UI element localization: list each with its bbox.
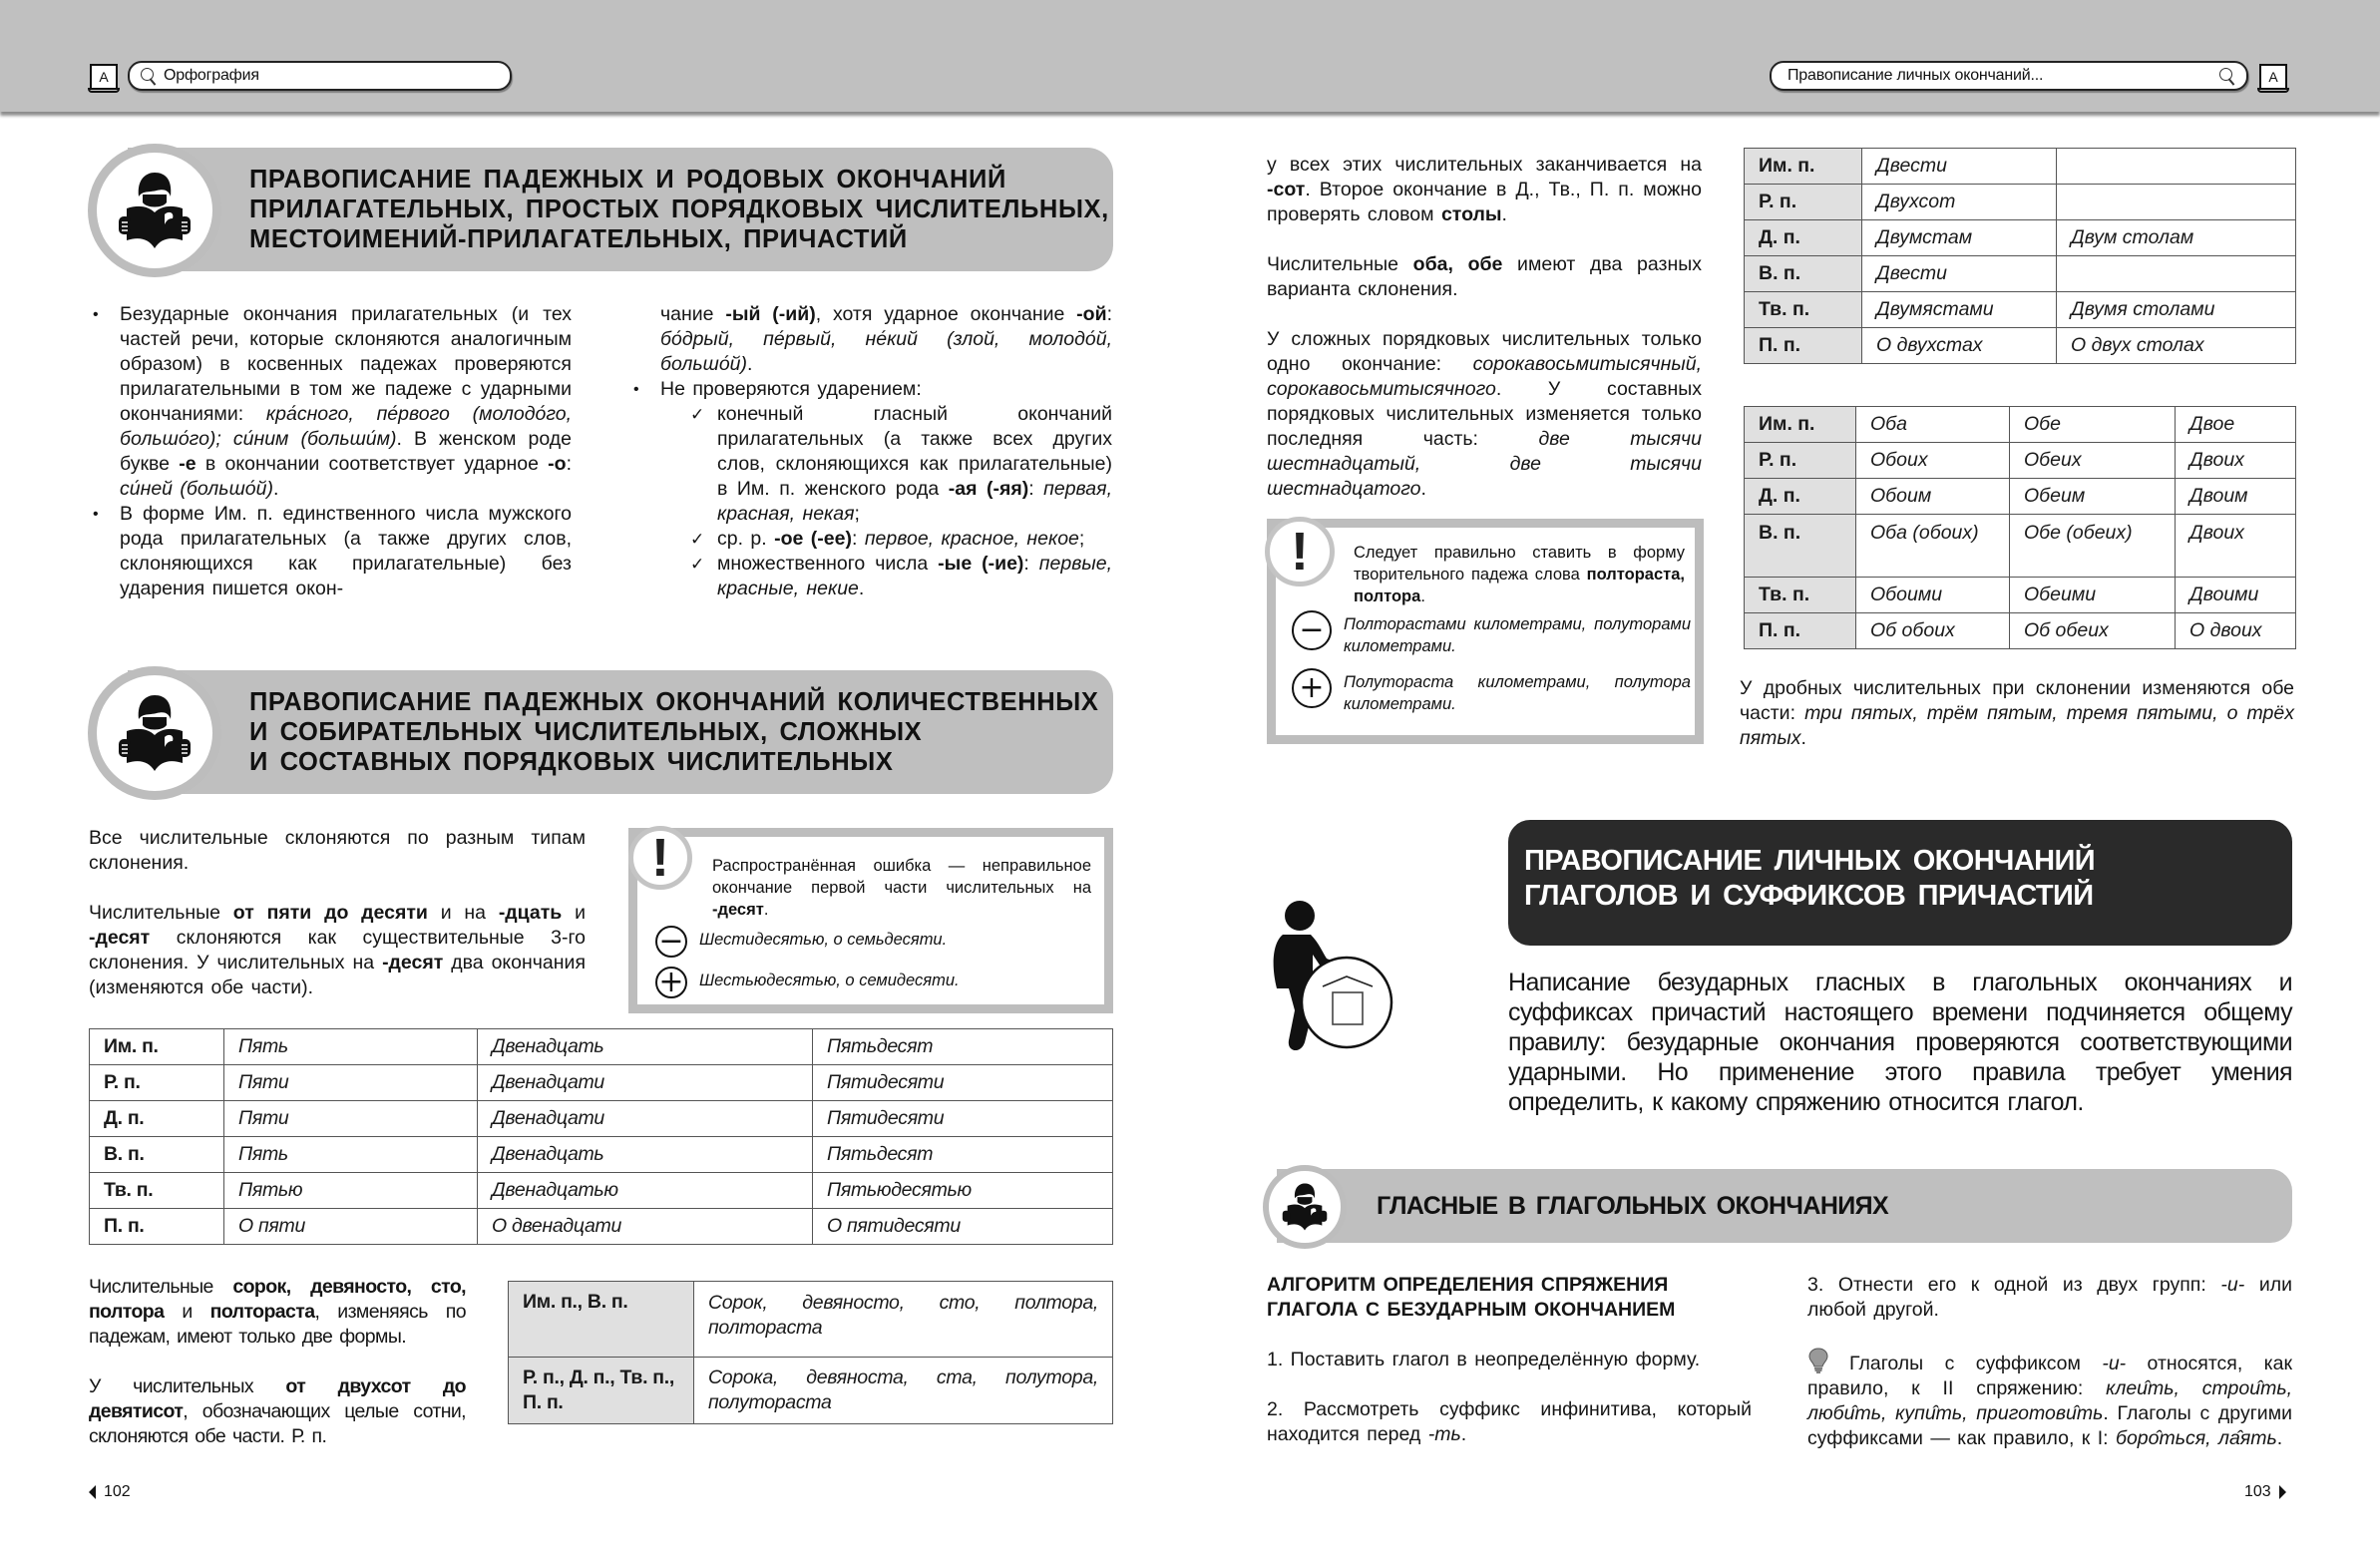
example: две тысячи шестнадцатый, две тысячи шестнадцатого [1267, 428, 1702, 500]
text: 3. Отнести его к одной из двух групп: [1807, 1274, 2221, 1296]
form-cell: О пяти [224, 1209, 478, 1245]
table-row [1745, 407, 2296, 443]
minus-circle-icon: − [655, 926, 687, 958]
example: первые, красные, некие [717, 553, 1112, 599]
emphasis: -десят [712, 901, 764, 919]
wrong-example [655, 924, 948, 959]
form-cell: Двое [2176, 407, 2296, 443]
form-cell [2057, 149, 2296, 185]
form-cell: Обоих [1856, 443, 2010, 479]
form-cell: О двоих [2176, 613, 2296, 649]
case-cell: Тв. п. [1745, 578, 1856, 613]
text: у всех этих числительных заканчивается на [1267, 154, 1702, 176]
paragraph: Все числительные склоняются по разным типам склонения. [89, 827, 586, 874]
exclamation-icon: ! [1265, 517, 1335, 586]
title-line: И СОСТАВНЫХ ПОРЯДКОВЫХ ЧИСЛИТЕЛЬНЫХ [249, 748, 894, 776]
reading-person-icon [113, 169, 197, 252]
text: : [1028, 478, 1044, 500]
two-forms-table [508, 1281, 1113, 1424]
example: сорокавосьмитысячный, сорокавосьмитысячного [1267, 353, 1702, 400]
ending: -ый (-ий) [725, 303, 816, 325]
reader-badge [88, 666, 221, 800]
example: клеи̂ть, строи̂ть, люби̂ть, купи̂ть, приготови̂ть [1807, 1377, 2292, 1424]
form-cell: Двести [1862, 149, 2057, 185]
check-item [690, 527, 1112, 552]
search-icon[interactable] [2218, 66, 2236, 86]
table-row [90, 1029, 1113, 1065]
table-row [90, 1137, 1113, 1173]
form-cell: О двух столах [2057, 328, 2296, 364]
plus-circle-icon: + [1292, 668, 1332, 708]
example: кра́сного, пе́рвого (молодо́го, большо́го); си́ним (больши́м) [120, 403, 572, 450]
text: ; [1078, 528, 1085, 550]
text: : [851, 528, 865, 550]
form-cell: О двенадцати [478, 1209, 813, 1245]
text: . [763, 901, 769, 919]
table-row [509, 1282, 1113, 1358]
right-text-column [1267, 153, 1702, 502]
example: -и- [2220, 1274, 2245, 1296]
example: си́ней (большо́й) [120, 478, 273, 500]
ending: -ые (-ие) [938, 553, 1024, 575]
text: . [272, 478, 279, 500]
algorithm-step: 1. Поставить глагол в неопределённую форму. [1267, 1349, 1701, 1370]
forty-ninety-text [89, 1275, 466, 1449]
fraction-text [1740, 676, 2294, 751]
case-cell: Р. п. [1745, 185, 1862, 220]
form-cell: Обоими [1856, 578, 2010, 613]
text: . [1420, 478, 1426, 500]
section-title [249, 165, 1109, 254]
emphasis: -дцать [498, 902, 563, 924]
table-row [1745, 220, 2296, 256]
page-number: 103 [2244, 1483, 2271, 1500]
text: и на [427, 902, 499, 924]
form-cell: Пятьюдесятью [813, 1173, 1113, 1209]
form-cell: Пяти [224, 1065, 478, 1101]
text: и [164, 1301, 210, 1323]
text: Числительные [89, 1276, 233, 1298]
common-error-note [628, 828, 1113, 1013]
table-row [509, 1358, 1113, 1424]
tip-paragraph [1807, 1348, 2292, 1451]
form-cell: Двенадцати [478, 1101, 813, 1137]
section-banner-verb-vowels [1277, 1169, 2292, 1243]
example: -и- [2102, 1353, 2127, 1374]
form-cell: Двенадцатью [478, 1173, 813, 1209]
text: : [1023, 553, 1039, 575]
text: . [2276, 1427, 2283, 1449]
form-cell: Двенадцать [478, 1137, 813, 1173]
table-row [90, 1101, 1113, 1137]
emphasis: оба, обе [1412, 253, 1503, 275]
table-row [1745, 443, 2296, 479]
form-cell: Пять [224, 1137, 478, 1173]
form-cell: Двумястами [1862, 292, 2057, 328]
example: Шестьюдесятью, о семидесяти. [699, 972, 960, 989]
text: Не проверяются ударением: [660, 378, 922, 400]
text: У числительных [89, 1375, 286, 1397]
text: Числительные [89, 902, 233, 924]
form-cell: Обе [2010, 407, 2176, 443]
text: склоняются как существительные 3-го склонения. У числительных на [89, 927, 586, 974]
form-cell: О пятидесяти [813, 1209, 1113, 1245]
case-cell: Тв. п. [1745, 292, 1862, 328]
form-cell: Двенадцати [478, 1065, 813, 1101]
table-row [90, 1065, 1113, 1101]
case-cell: Д. п. [1745, 220, 1862, 256]
case-cell: П. п. [90, 1209, 224, 1245]
chapter-intro [1508, 968, 2292, 1117]
paragraph [89, 1374, 466, 1449]
table-row [1745, 149, 2296, 185]
emphasis: полтораста, полтора [1354, 566, 1685, 605]
form-cell [2057, 185, 2296, 220]
bullet-item [93, 302, 572, 502]
example: первое, красное, некое [864, 528, 1079, 550]
text: множественного числа [717, 553, 939, 575]
form-cell: Двоих [2176, 515, 2296, 578]
text: . Глаголы с другими суффиксами — как правило, к I: [1807, 1402, 2292, 1449]
person-with-sign-icon [1261, 893, 1410, 1062]
case-cell: В. п. [1745, 256, 1862, 292]
case-cell: Им. п., В. п. [509, 1282, 694, 1358]
paragraph [1740, 676, 2294, 751]
case-cell: Р. п. [90, 1065, 224, 1101]
right-example [655, 965, 960, 999]
text: . [1460, 1423, 1467, 1445]
note-text [712, 855, 1091, 921]
text: , обозначающих целые сотни, склоняются обе части. Р. п. [89, 1400, 466, 1447]
text: . [1420, 587, 1425, 605]
case-cell: Д. п. [1745, 479, 1856, 515]
two-hundred-declension-table [1744, 148, 2296, 364]
text: . [858, 578, 865, 599]
example: Шестидесятью, о семьдесяти. [699, 931, 948, 949]
text: имеют два разных варианта склонения. [1267, 253, 1702, 300]
form-cell: Об обеих [2010, 613, 2176, 649]
form-cell: Двумя столами [2057, 292, 2296, 328]
example: бо́дрый, пе́рвый, не́кий (злой, молодо́й, большо́й) [660, 328, 1112, 375]
book-icon-right[interactable]: A [2259, 64, 2287, 90]
table-row [90, 1209, 1113, 1245]
paragraph [89, 901, 586, 1000]
text: . Второе окончание в Д., Тв., П. п. можно проверять словом [1267, 179, 1702, 225]
left-search-field[interactable] [128, 61, 512, 91]
chapter-title-line: ПРАВОПИСАНИЕ ЛИЧНЫХ ОКОНЧАНИЙ [1524, 845, 2096, 877]
form-cell: Пятьдесят [813, 1137, 1113, 1173]
left-search-input[interactable] [158, 67, 500, 85]
form-cell: Двоими [2176, 578, 2296, 613]
check-item [690, 552, 1112, 601]
page-number: 102 [104, 1483, 131, 1500]
form-cell: Пятидесяти [813, 1065, 1113, 1101]
note-text [1354, 542, 1685, 607]
table-row [90, 1173, 1113, 1209]
form-cell: Двести [1862, 256, 2057, 292]
title-line: ПРАВОПИСАНИЕ ПАДЕЖНЫХ ОКОНЧАНИЙ КОЛИЧЕСТВЕННЫХ [249, 688, 1099, 716]
text: У дробных числительных при склонении изменяются обе части: [1740, 677, 2294, 724]
form-cell: Обеим [2010, 479, 2176, 515]
text: , изменяясь по падежам, имеют только две формы. [89, 1301, 466, 1348]
ending: -ое (-ее) [774, 528, 852, 550]
case-cell: Им. п. [1745, 149, 1862, 185]
text: Безударные окончания прилагательных (и тех частей речи, которые склоняются аналогичным образом) в косвенных падежах проверяются прилагательными в том же падеже с ударными окончаниями: [120, 303, 572, 425]
paragraph [1267, 252, 1702, 302]
text: Числительные [1267, 253, 1413, 275]
text: : [566, 453, 572, 475]
algorithm-step [1267, 1397, 1752, 1447]
form-cell: Сорок, девяносто, сто, полтора, полтораста [694, 1282, 1113, 1358]
both-declension-table [1744, 406, 2296, 649]
title-line: МЕСТОИМЕНИЙ-ПРИЛАГАТЕЛЬНЫХ, ПРИЧАСТИЙ [249, 225, 908, 253]
example: боро̂ться, ла̂ять [2115, 1427, 2277, 1449]
text: в окончании соответствует ударное [196, 453, 549, 475]
example: три пятых, трём пятым, тремя пятыми, о трёх пятых [1740, 702, 2294, 749]
minus-circle-icon: − [1292, 610, 1332, 650]
reading-person-icon [1279, 1181, 1331, 1233]
example: Полутораста километрами, полутора километрами. [1344, 673, 1691, 713]
text: относятся, как правило, к II спряжению: [1807, 1353, 2292, 1399]
text: два окончания (изменяются обе части). [89, 952, 586, 998]
form-cell: Обеих [2010, 443, 2176, 479]
emphasis: от двухсот до девятисот [89, 1375, 466, 1422]
title-line: ПРАВОПИСАНИЕ ПАДЕЖНЫХ И РОДОВЫХ ОКОНЧАНИЙ [249, 166, 1006, 194]
table-row [1745, 185, 2296, 220]
form-cell: Пятьдесят [813, 1029, 1113, 1065]
form-cell: Оба (обоих) [1856, 515, 2010, 578]
check-item [690, 402, 1112, 527]
case-cell: Р. п. [1745, 443, 1856, 479]
book-icon-left[interactable]: A [90, 64, 118, 90]
ending: -е [179, 453, 197, 475]
text: Глаголы с суффиксом [1849, 1353, 2103, 1374]
text: ср. р. [717, 528, 775, 550]
text: или любой другой. [1807, 1274, 2292, 1321]
bullet-item [93, 502, 572, 601]
paragraph [1267, 153, 1702, 227]
plus-circle-icon: + [655, 967, 687, 998]
next-page-arrow-icon[interactable] [2279, 1485, 2286, 1499]
prev-page-arrow-icon[interactable] [89, 1485, 96, 1499]
form-cell: Двенадцать [478, 1029, 813, 1065]
table-row [1745, 328, 2296, 364]
section-title: ГЛАСНЫЕ В ГЛАГОЛЬНЫХ ОКОНЧАНИЯХ [1377, 1192, 1889, 1220]
reader-toolbar [0, 0, 2380, 112]
table-row [1745, 479, 2296, 515]
search-icon[interactable] [140, 66, 158, 86]
form-cell: Обе (обеих) [2010, 515, 2176, 578]
case-cell: В. п. [1745, 515, 1856, 578]
text: и [562, 902, 586, 924]
form-cell: Обеими [2010, 578, 2176, 613]
emphasis: сорок, девяносто, сто, полтора [89, 1276, 466, 1323]
table-row [1745, 515, 2296, 578]
text: 2. Рассмотреть суффикс инфинитива, который находится перед [1267, 1398, 1752, 1445]
reader-badge [1263, 1165, 1347, 1249]
case-cell: В. п. [90, 1137, 224, 1173]
algorithm-title: АЛГОРИТМ ОПРЕДЕЛЕНИЯ СПРЯЖЕНИЯ ГЛАГОЛА С БЕЗУДАРНЫМ ОКОНЧАНИЕМ [1267, 1274, 1676, 1321]
chapter-title-line: ГЛАГОЛОВ И СУФФИКСОВ ПРИЧАСТИЙ [1524, 880, 2094, 912]
ending: -ая (-яя) [948, 478, 1029, 500]
text: чание [660, 303, 726, 325]
reader-badge [88, 144, 221, 277]
table-row [1745, 256, 2296, 292]
form-cell: Двухсот [1862, 185, 2057, 220]
page-number-right [2244, 1483, 2286, 1501]
right-search-input[interactable] [1782, 67, 2218, 85]
text: : [1106, 303, 1112, 325]
text: У сложных порядковых числительных только одно окончание: [1267, 328, 1702, 375]
case-cell: Д. п. [90, 1101, 224, 1137]
form-cell: Об обоих [1856, 613, 2010, 649]
algorithm-column [1267, 1273, 1752, 1447]
text: , хотя ударное окончание [815, 303, 1077, 325]
ending: -о [548, 453, 567, 475]
section-title [249, 687, 1098, 777]
algorithm-column-2 [1807, 1273, 2292, 1451]
form-cell: Пятидесяти [813, 1101, 1113, 1137]
reading-person-icon [113, 691, 197, 775]
form-cell: О двухстах [1862, 328, 2057, 364]
paragraph: Написание безударных гласных в глагольных окончаниях и суффиксах причастий настоящего времени подчиняется общему правилу: безударные окончания проверяются соответствующими ударными. Но применение этого правила требует умения определить, к какому спряжению относится глагол. [1508, 969, 2292, 1116]
text-column-left [93, 302, 572, 601]
emphasis: -десят [382, 952, 444, 974]
text-column-right [633, 302, 1112, 601]
right-example [1292, 671, 1691, 715]
lightbulb-icon [1807, 1348, 1829, 1373]
text: Следует правильно ставить в форму творительного падежа слова [1354, 544, 1685, 584]
table-row [1745, 578, 2296, 613]
ending: -ой [1076, 303, 1107, 325]
text: . У составных порядковых числительных изменяется только последняя часть: [1267, 378, 1702, 450]
page-number-left [89, 1483, 131, 1501]
case-cell: П. п. [1745, 328, 1862, 364]
form-cell: Сорока, девяноста, ста, полутора, полутораста [694, 1358, 1113, 1424]
form-cell: Оба [1856, 407, 2010, 443]
table-row [1745, 613, 2296, 649]
emphasis: -сот [1267, 179, 1306, 200]
bullet-continuation [633, 302, 1112, 377]
emphasis: от пяти до десяти [232, 902, 428, 924]
title-line: ПРИЛАГАТЕЛЬНЫХ, ПРОСТЫХ ПОРЯДКОВЫХ ЧИСЛИТЕЛЬНЫХ, [249, 195, 1109, 223]
exclamation-icon: ! [628, 826, 692, 890]
form-cell: Пятью [224, 1173, 478, 1209]
case-cell: Им. п. [1745, 407, 1856, 443]
form-cell: Двоим [2176, 479, 2296, 515]
paragraph [1267, 327, 1702, 502]
case-cell: Р. п., Д. п., Тв. п., П. п. [509, 1358, 694, 1424]
text: . [1800, 727, 1806, 749]
emphasis: -десят [89, 927, 151, 949]
algorithm-step [1807, 1273, 2292, 1323]
section-banner-adjective-endings [128, 148, 1113, 271]
section-banner-numeral-endings [128, 670, 1113, 794]
case-cell: П. п. [1745, 613, 1856, 649]
form-cell: Пяти [224, 1101, 478, 1137]
text: Распространённая ошибка — неправильное окончание первой части числительных на [712, 857, 1091, 897]
example: первая, красная, некая [717, 478, 1112, 525]
chapter-title-banner [1508, 820, 2292, 946]
form-cell: Двоих [2176, 443, 2296, 479]
form-cell: Пять [224, 1029, 478, 1065]
title-line: И СОБИРАТЕЛЬНЫХ ЧИСЛИТЕЛЬНЫХ, СЛОЖНЫХ [249, 718, 923, 746]
right-search-field[interactable] [1770, 61, 2248, 91]
text: конечный гласный окончаний прилагательных (а также всех других слов, склоняющихся как прилагательные) в Им. п. женского рода [717, 403, 1112, 500]
text: . [747, 353, 753, 375]
wrong-example [1292, 613, 1691, 657]
paragraph [89, 1275, 466, 1350]
form-cell: Двумстам [1862, 220, 2057, 256]
bullet-item [633, 377, 1112, 601]
text: ; [854, 503, 860, 525]
table-row [1745, 292, 2296, 328]
numeral-declension-table [89, 1028, 1113, 1245]
case-cell: Тв. п. [90, 1173, 224, 1209]
text: . В женском роде букве [120, 428, 572, 475]
emphasis: столы [1440, 203, 1502, 225]
text: . [1501, 203, 1507, 225]
case-cell: Им. п. [90, 1029, 224, 1065]
example: -ть [1427, 1423, 1461, 1445]
example: Полторастами километрами, полуторами километрами. [1344, 615, 1691, 655]
text: В форме Им. п. единственного числа мужского рода прилагательных (а также других слов, склоняющихся как прилагательные) без ударения пишется окон- [120, 503, 572, 599]
form-cell: Двум столам [2057, 220, 2296, 256]
form-cell: Обоим [1856, 479, 2010, 515]
emphasis: полтораста [209, 1301, 315, 1323]
numeral-intro-text [89, 826, 586, 1000]
form-cell [2057, 256, 2296, 292]
